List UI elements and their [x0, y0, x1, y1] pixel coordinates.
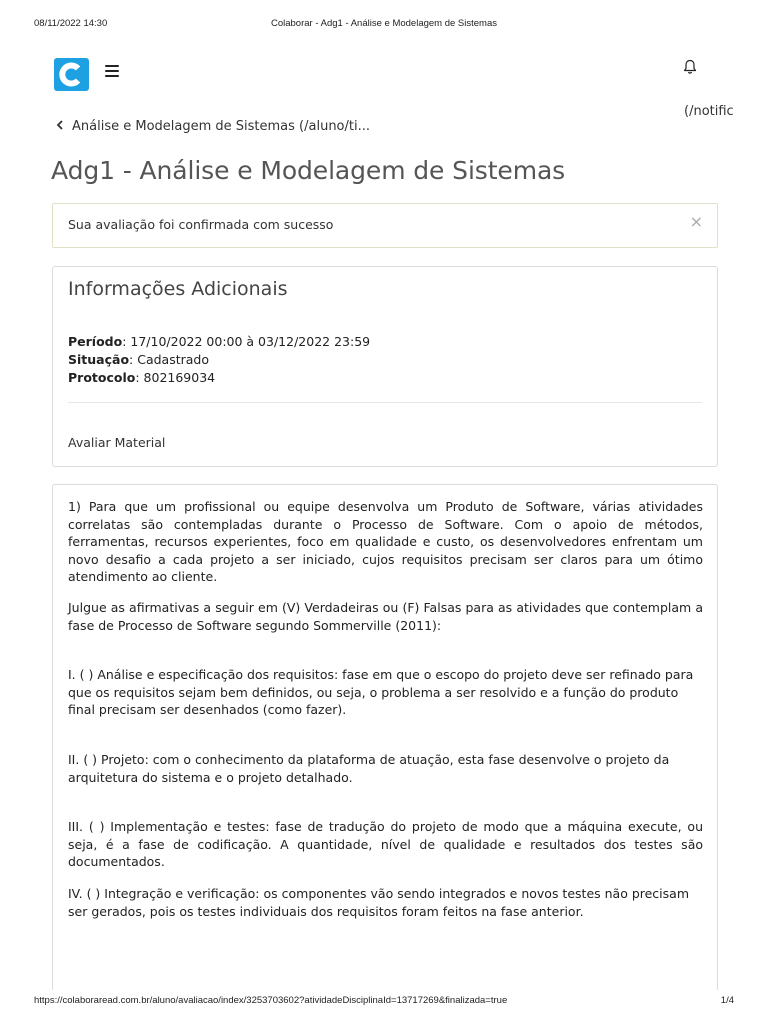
page-indicator: 1/4 [720, 995, 734, 1006]
success-alert [52, 203, 718, 248]
info-details [68, 333, 370, 387]
print-header [0, 0, 768, 40]
hamburger-menu-icon[interactable] [105, 65, 119, 77]
question-item: II. ( ) Projeto: com o conhecimento da plataforma de atuação, esta fase desenvolve o projeto da arquitetura do sistema e o projeto detalhado. [68, 752, 670, 785]
close-icon[interactable]: × [689, 212, 703, 231]
breadcrumb-label: Análise e Modelagem de Sistemas (/aluno/ti... [72, 119, 370, 134]
print-datetime: 08/11/2022 14:30 [34, 18, 108, 29]
chevron-left-icon [56, 119, 66, 134]
info-title: Informações Adicionais [68, 278, 288, 300]
protocolo-line: Protocolo: 802169034 [68, 370, 216, 385]
periodo-line: Período: 17/10/2022 00:00 à 03/12/2022 23:59 [68, 334, 371, 349]
avaliar-material-link[interactable]: Avaliar Material [68, 435, 166, 450]
situacao-line: Situação: Cadastrado [68, 352, 209, 367]
question-item: I. ( ) Análise e especificação dos requisitos: fase em que o escopo do projeto deve ser refinado para que os requisitos sejam bem definidos, ou seja, o problema a ser resolvido e a função do produto final precisam ser desenhados (como fazer). [68, 667, 694, 717]
print-document-title: Colaborar - Adg1 - Análise e Modelagem de Sistemas [270, 18, 497, 29]
question-item: III. ( ) Implementação e testes: fase de tradução do projeto de modo que a máquina execute, ou seja, é a fase de codificação. A quantidade, nível de qualidade e resultados dos testes são documentados. [68, 819, 703, 869]
colaborar-logo-icon[interactable] [54, 58, 89, 91]
notification-link[interactable]: (/notific [684, 104, 734, 119]
print-url: https://colaboraread.com.br/aluno/avaliacao/index/3253703602?atividadeDisciplinaId=13717269&finalizada=true [34, 995, 508, 1006]
breadcrumb[interactable] [56, 119, 370, 134]
alert-message: Sua avaliação foi confirmada com sucesso [68, 217, 334, 232]
question-card [52, 484, 718, 1024]
print-footer [0, 990, 768, 1024]
question-item: IV. ( ) Integração e verificação: os componentes vão sendo integrados e novos testes não precisam ser gerados, pois os testes individuais dos requisitos foram feitos na fase anterior. [68, 886, 690, 919]
info-card [52, 266, 718, 467]
bell-icon[interactable] [683, 59, 697, 75]
question-instruction: Julgue as afirmativas a seguir em (V) Verdadeiras ou (F) Falsas para as atividades que contemplam a fase de Processo de Software segundo Sommerville (2011): [68, 600, 703, 633]
question-intro: 1) Para que um profissional ou equipe desenvolva um Produto de Software, várias atividades correlatas são contempladas durante o Processo de Software. Com o apoio de métodos, ferramentas, recursos experientes, foco em qualidade e custo, os desenvolvedores enfrentam um novo desafio a cada projeto a ser iniciado, cujos requisitos precisam ser claros para um ótimo atendimento ao cliente. [68, 499, 703, 584]
divider [68, 402, 702, 403]
page-title: Adg1 - Análise e Modelagem de Sistemas [51, 156, 566, 185]
